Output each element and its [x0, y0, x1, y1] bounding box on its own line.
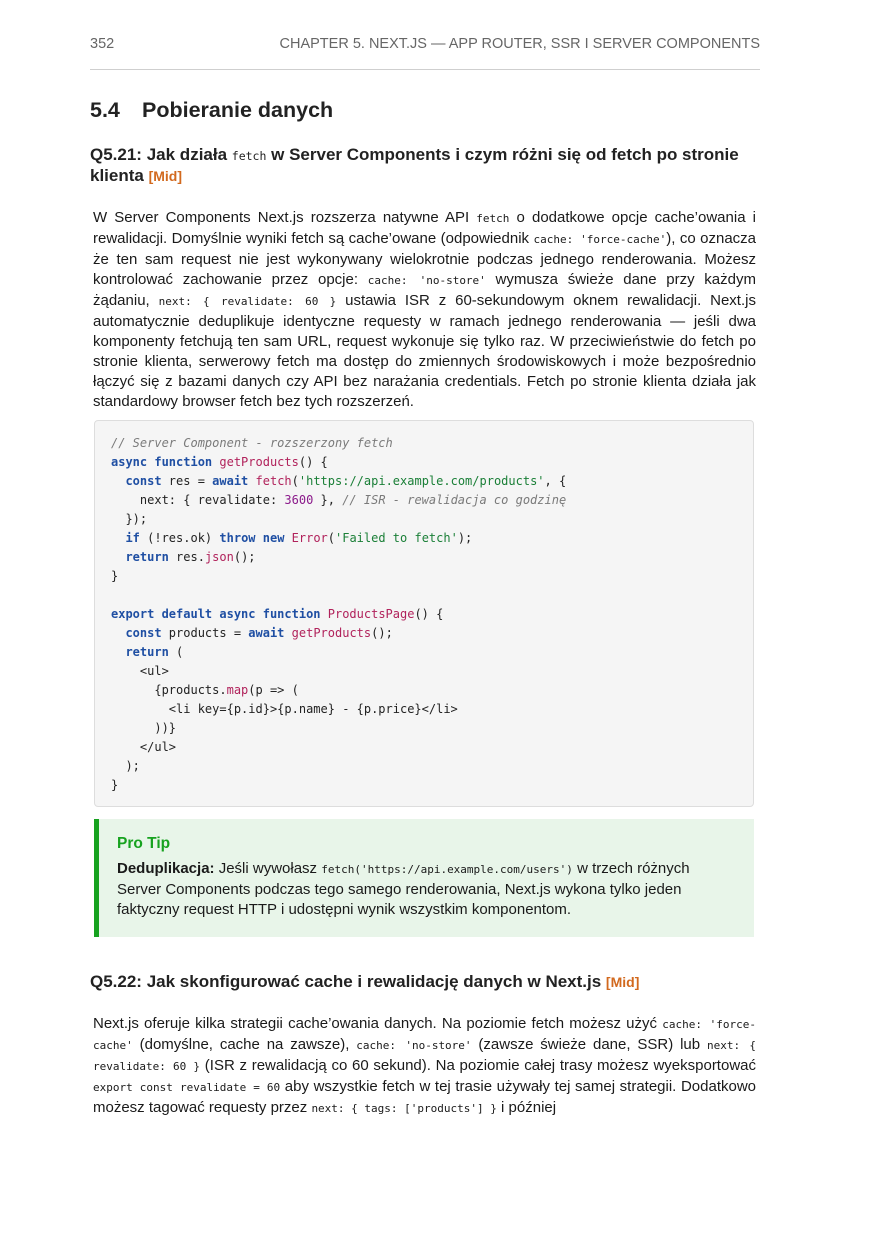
code-line [111, 662, 566, 681]
code-token: <ul> [111, 664, 169, 678]
question-label: Q5.22: [90, 972, 142, 991]
text-run: o dodatkowe opcje cache’owania i rewalidacji. Domyślnie wyniki fetch są cache’owane (odpowiednik [93, 209, 756, 247]
code-token: fetch [255, 474, 292, 488]
question-title-part: Jak działa [146, 145, 228, 164]
code-line [111, 586, 566, 605]
code-token: } [111, 778, 119, 792]
code-token: return [125, 645, 169, 659]
code-line [111, 434, 566, 453]
code-token: </ul> [111, 740, 177, 754]
code-token: (!res.ok) [139, 531, 220, 545]
inline-code: cache: 'force-cache' [93, 1018, 756, 1052]
code-token: getProducts [219, 455, 299, 469]
inline-code: export const revalidate = 60 [93, 1081, 281, 1094]
section-heading [90, 98, 333, 123]
code-line [111, 757, 566, 776]
code-token [111, 550, 125, 564]
running-header [90, 36, 760, 56]
tip-title: Pro Tip [117, 835, 171, 852]
question-heading-q5-22 [90, 972, 762, 992]
code-line [111, 567, 566, 586]
code-line [111, 624, 566, 643]
code-line [111, 472, 566, 491]
code-token: json [204, 550, 234, 564]
code-token [111, 626, 125, 640]
code-token: () { [298, 455, 328, 469]
code-token: ); [111, 759, 140, 773]
difficulty-badge: [Mid] [148, 168, 183, 184]
code-line [111, 719, 566, 738]
code-token: getProducts [291, 626, 372, 640]
code-line [111, 643, 566, 662]
code-token: map [226, 683, 249, 697]
text-run: (zawsze świeże dane, SSR) lub [471, 1036, 707, 1053]
code-token: await [212, 474, 256, 488]
section-title-text: Pobieranie danych [142, 98, 334, 122]
code-line [111, 510, 566, 529]
inline-code: next: { tags: ['products'] } [311, 1102, 497, 1115]
code-token: ); [457, 531, 473, 545]
code-line [111, 491, 566, 510]
code-token [111, 588, 118, 602]
code-content [111, 434, 566, 795]
code-token: } [111, 569, 119, 583]
code-token: return [125, 550, 169, 564]
code-token: async function [111, 455, 220, 469]
inline-code: fetch [476, 212, 510, 225]
code-token: (); [371, 626, 393, 640]
code-line [111, 605, 566, 624]
code-token: }, [313, 493, 343, 507]
code-line [111, 776, 566, 795]
question-heading-q5-21 [90, 145, 762, 186]
text-run: ), co oznacza że ten sam request nie jest wykonywany wielokrotnie podczas jednego renderowania. Możesz kontrolować zachowanie przez opcje: [93, 230, 756, 288]
question-title-code: fetch [231, 149, 267, 163]
code-token: // ISR - rewalidacja co godzinę [342, 493, 567, 507]
chapter-title: CHAPTER 5. NEXT.JS — APP ROUTER, SSR I SERVER COMPONENTS [279, 36, 760, 52]
code-token: throw new [219, 531, 292, 545]
code-token: next: { revalidate: [111, 493, 285, 507]
code-token: Error [291, 531, 328, 545]
code-token: const [125, 626, 162, 640]
code-token: if [125, 531, 140, 545]
inline-code: cache: 'no-store' [367, 274, 486, 287]
code-line [111, 700, 566, 719]
question-label: Q5.21: [90, 145, 142, 164]
code-token: export default async function [111, 607, 328, 621]
code-token [111, 474, 125, 488]
code-token: ))} [111, 721, 177, 735]
code-line [111, 529, 566, 548]
text-run: W Server Components Next.js rozszerza natywne API [93, 209, 477, 226]
tip-text [117, 859, 737, 920]
code-token: () { [414, 607, 444, 621]
code-token: ProductsPage [327, 607, 415, 621]
code-block [94, 420, 754, 807]
code-line [111, 453, 566, 472]
code-token: ( [168, 645, 184, 659]
code-token: ( [327, 531, 335, 545]
code-token: products = [161, 626, 249, 640]
code-token: 'Failed to fetch' [335, 531, 458, 545]
code-line [111, 548, 566, 567]
text-run: wymusza świeże dane przy każdym żądaniu, [93, 271, 756, 309]
pro-tip-callout [94, 819, 754, 937]
code-token [111, 531, 125, 545]
code-token: {products. [111, 683, 227, 697]
text-run: Jeśli wywołasz [214, 860, 322, 877]
text-run: ustawia ISR z 60-sekundowym oknem rewalidacji. Next.js automatycznie deduplikuje identyczne requesty w ramach jednego renderowania — jeśli dwa komponenty fetchują ten sam URL, request wykonuje się tylko raz. W przeciwieństwie do fetch po stronie klienta, serwerowy fetch ma dostęp do zmiennych środowiskowych i może bezpośrednio łączyć się z bazami danych czy API bez narażania credentials. Fetch po stronie klienta działa jak standardowy browser fetch bez tych rozszerzeń. [93, 292, 756, 410]
page-number: 352 [90, 36, 115, 52]
code-token: }); [111, 512, 148, 526]
code-token: const [125, 474, 162, 488]
text-run: (ISR z rewalidacją co 60 sekund). Na poziomie całej trasy możesz wyeksportować [200, 1057, 756, 1074]
code-token: ( [291, 474, 299, 488]
section-number: 5.4 [90, 98, 120, 122]
question-title-part: w Server Components i czym różni się od fetch po stronie klienta [90, 145, 739, 185]
question-title-part: Jak skonfigurować cache i rewalidację danych w Next.js [146, 972, 602, 991]
code-token: res. [168, 550, 205, 564]
code-token: (p => ( [248, 683, 299, 697]
code-line [111, 681, 566, 700]
code-token: , { [544, 474, 567, 488]
code-token: await [248, 626, 292, 640]
inline-code: fetch('https://api.example.com/users') [321, 863, 573, 876]
code-line [111, 738, 566, 757]
answer-paragraph-q5-22 [93, 1014, 756, 1119]
text-run: w trzech różnych Server Components podczas tego samego renderowania, Next.js wykona tylko jeden faktyczny request HTTP i udostępni wynik wszystkim komponentom. [117, 860, 690, 918]
code-token: res = [161, 474, 213, 488]
code-token: // Server Component - rozszerzony fetch [111, 436, 393, 450]
inline-code: cache: 'no-store' [356, 1039, 472, 1052]
header-divider [90, 69, 760, 70]
code-token [111, 645, 125, 659]
difficulty-badge: [Mid] [605, 974, 640, 990]
code-token: 3600 [284, 493, 314, 507]
text-run: aby wszystkie fetch w tej trasie używały tej samej strategii. Dodatkowo możesz tagować requesty przez [93, 1078, 757, 1116]
inline-code: next: { revalidate: 60 } [93, 1039, 756, 1073]
text-run: i później [496, 1099, 557, 1116]
text-run: (domyślne, cache na zawsze), [132, 1036, 357, 1053]
inline-code: cache: 'force-cache' [533, 233, 667, 246]
bold-text: Deduplikacja: [117, 860, 215, 877]
code-token: (); [233, 550, 256, 564]
inline-code: next: { revalidate: 60 } [158, 295, 337, 308]
code-token: 'https://api.example.com/products' [298, 474, 545, 488]
code-token: <li key={p.id}>{p.name} - {p.price}</li> [111, 702, 458, 716]
answer-paragraph-q5-21 [93, 208, 756, 412]
text-run: Next.js oferuje kilka strategii cache’owania danych. Na poziomie fetch możesz użyć [93, 1015, 663, 1032]
